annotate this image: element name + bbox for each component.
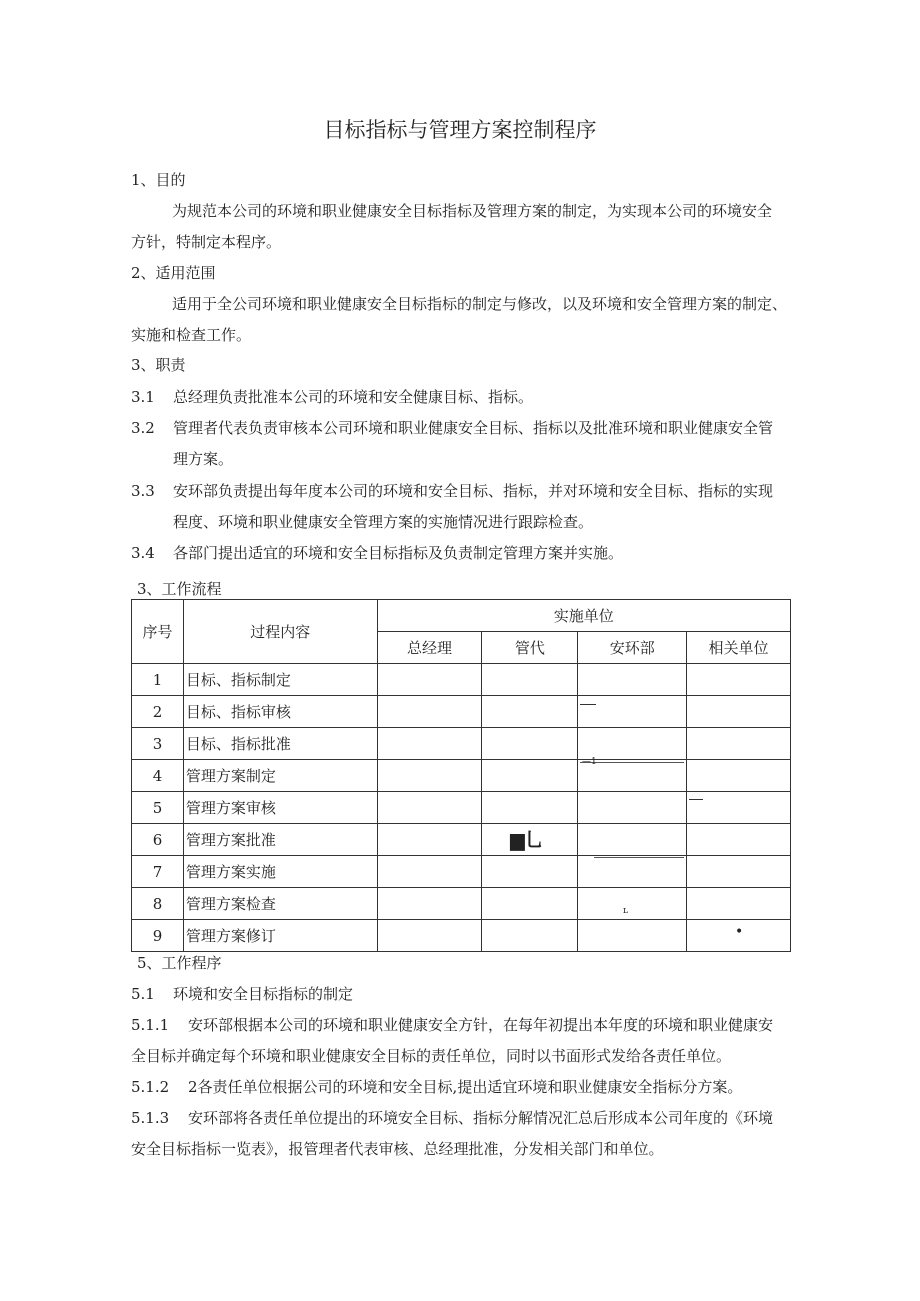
section-1-text-cont: 方针，特制定本程序。 bbox=[131, 233, 282, 251]
row-content: 管理方案批准 bbox=[183, 824, 377, 856]
page-title: 目标指标与管理方案控制程序 bbox=[323, 118, 597, 142]
row-seq: 1 bbox=[132, 664, 184, 696]
header-content: 过程内容 bbox=[183, 600, 377, 664]
section-5-heading: 5、工作程序 bbox=[137, 954, 222, 972]
row-seq: 9 bbox=[132, 920, 184, 952]
clause-text: 管理者代表负责审核本公司环境和职业健康安全目标、指标以及批准环境和职业健康安全管 bbox=[173, 419, 774, 437]
section-workflow-heading: 3、工作流程 bbox=[137, 580, 222, 598]
clause-text: 2各责任单位根据公司的环境和安全目标,提出适宜环境和职业健康安全指标分方案。 bbox=[188, 1078, 743, 1096]
bullet-dot: • bbox=[735, 924, 744, 940]
flow-line-fragment bbox=[594, 857, 684, 858]
table-row bbox=[132, 920, 791, 952]
section-3-heading: 3、职责 bbox=[131, 356, 186, 374]
row-seq: 8 bbox=[132, 888, 184, 920]
flow-corner-mark: ʟ bbox=[623, 906, 628, 916]
clause-3-4 bbox=[131, 543, 623, 563]
flow-line-fragment bbox=[689, 799, 703, 800]
row-content: 目标、指标审核 bbox=[183, 696, 377, 728]
clause-5-1 bbox=[131, 984, 353, 1004]
clause-number: 3.4 bbox=[131, 544, 155, 562]
table-row bbox=[132, 664, 791, 696]
header-mr: 管代 bbox=[482, 632, 578, 664]
clause-number: 5.1 bbox=[131, 985, 155, 1003]
flow-line-fragment bbox=[580, 704, 596, 705]
clause-text: 各部门提出适宜的环境和安全目标指标及负责制定管理方案并实施。 bbox=[173, 544, 624, 562]
clause-number: 3.3 bbox=[131, 482, 155, 500]
clause-text: 总经理负责批准本公司的环境和安全健康目标、指标。 bbox=[173, 388, 534, 406]
row-content: 目标、指标批准 bbox=[183, 728, 377, 760]
clause-5-1-2 bbox=[131, 1077, 742, 1097]
clause-5-1-3 bbox=[131, 1108, 773, 1128]
row-seq: 5 bbox=[132, 792, 184, 824]
table-row bbox=[132, 728, 791, 760]
row-content: 管理方案制定 bbox=[183, 760, 377, 792]
header-seq: 序号 bbox=[132, 600, 184, 664]
table-row bbox=[132, 856, 791, 888]
clause-3-2-cont: 理方案。 bbox=[173, 450, 234, 468]
row-seq: 4 bbox=[132, 760, 184, 792]
clause-5-1-1 bbox=[131, 1015, 773, 1035]
clause-number: 3.2 bbox=[131, 419, 155, 437]
section-1-heading: 1、目的 bbox=[131, 171, 186, 189]
row-content: 管理方案检查 bbox=[183, 888, 377, 920]
header-impl: 实施单位 bbox=[377, 600, 790, 632]
section-1-text: 为规范本公司的环境和职业健康安全目标指标及管理方案的制定，为实现本公司的环境安全 bbox=[172, 202, 773, 220]
clause-number: 3.1 bbox=[131, 388, 155, 406]
row-seq: 3 bbox=[132, 728, 184, 760]
clause-number: 5.1.3 bbox=[131, 1109, 170, 1127]
clause-3-1 bbox=[131, 387, 533, 407]
row-content: 管理方案实施 bbox=[183, 856, 377, 888]
clause-number: 5.1.1 bbox=[131, 1016, 170, 1034]
section-2-heading: 2、适用范围 bbox=[131, 264, 216, 282]
header-gm: 总经理 bbox=[377, 632, 482, 664]
row-content: 管理方案修订 bbox=[183, 920, 377, 952]
header-rel: 相关单位 bbox=[687, 632, 791, 664]
clause-text: 安环部将各责任单位提出的环境安全目标、指标分解情况汇总后形成本公司年度的《环境 bbox=[188, 1109, 774, 1127]
row-content: 管理方案审核 bbox=[183, 792, 377, 824]
clause-text: 安环部负责提出每年度本公司的环境和安全目标、指标，并对环境和安全目标、指标的实现 bbox=[173, 482, 774, 500]
clause-number: 5.1.2 bbox=[131, 1078, 170, 1096]
clause-text: 环境和安全目标指标的制定 bbox=[173, 985, 354, 1003]
table-row bbox=[132, 824, 791, 856]
header-she: 安环部 bbox=[578, 632, 687, 664]
row-seq: 6 bbox=[132, 824, 184, 856]
section-2-text: 适用于全公司环境和职业健康安全目标指标的制定与修改，以及环境和安全管理方案的制定、 bbox=[172, 295, 788, 313]
clause-3-3 bbox=[131, 481, 773, 501]
row-seq: 7 bbox=[132, 856, 184, 888]
workflow-table bbox=[131, 599, 791, 952]
clause-3-3-cont: 程度、环境和职业健康安全管理方案的实施情况进行跟踪检查。 bbox=[173, 513, 594, 531]
row-content: 目标、指标制定 bbox=[183, 664, 377, 696]
table-row bbox=[132, 696, 791, 728]
table-row bbox=[132, 760, 791, 792]
table-row bbox=[132, 792, 791, 824]
section-2-text-cont: 实施和检查工作。 bbox=[131, 326, 252, 344]
clause-5-1-3-cont: 安全目标指标一览表》，报管理者代表审核、总经理批准，分发相关部门和单位。 bbox=[131, 1140, 664, 1158]
flow-arrow-mark: —1 bbox=[582, 757, 597, 767]
clause-3-2 bbox=[131, 418, 773, 438]
clause-5-1-1-cont: 全目标并确定每个环境和职业健康安全目标的责任单位，同时以书面形式发给各责任单位。 bbox=[131, 1047, 732, 1065]
approval-glyph: ▆乚 bbox=[510, 829, 544, 851]
table-row bbox=[132, 888, 791, 920]
clause-text: 安环部根据本公司的环境和职业健康安全方针，在每年初提出本年度的环境和职业健康安 bbox=[188, 1016, 774, 1034]
row-seq: 2 bbox=[132, 696, 184, 728]
